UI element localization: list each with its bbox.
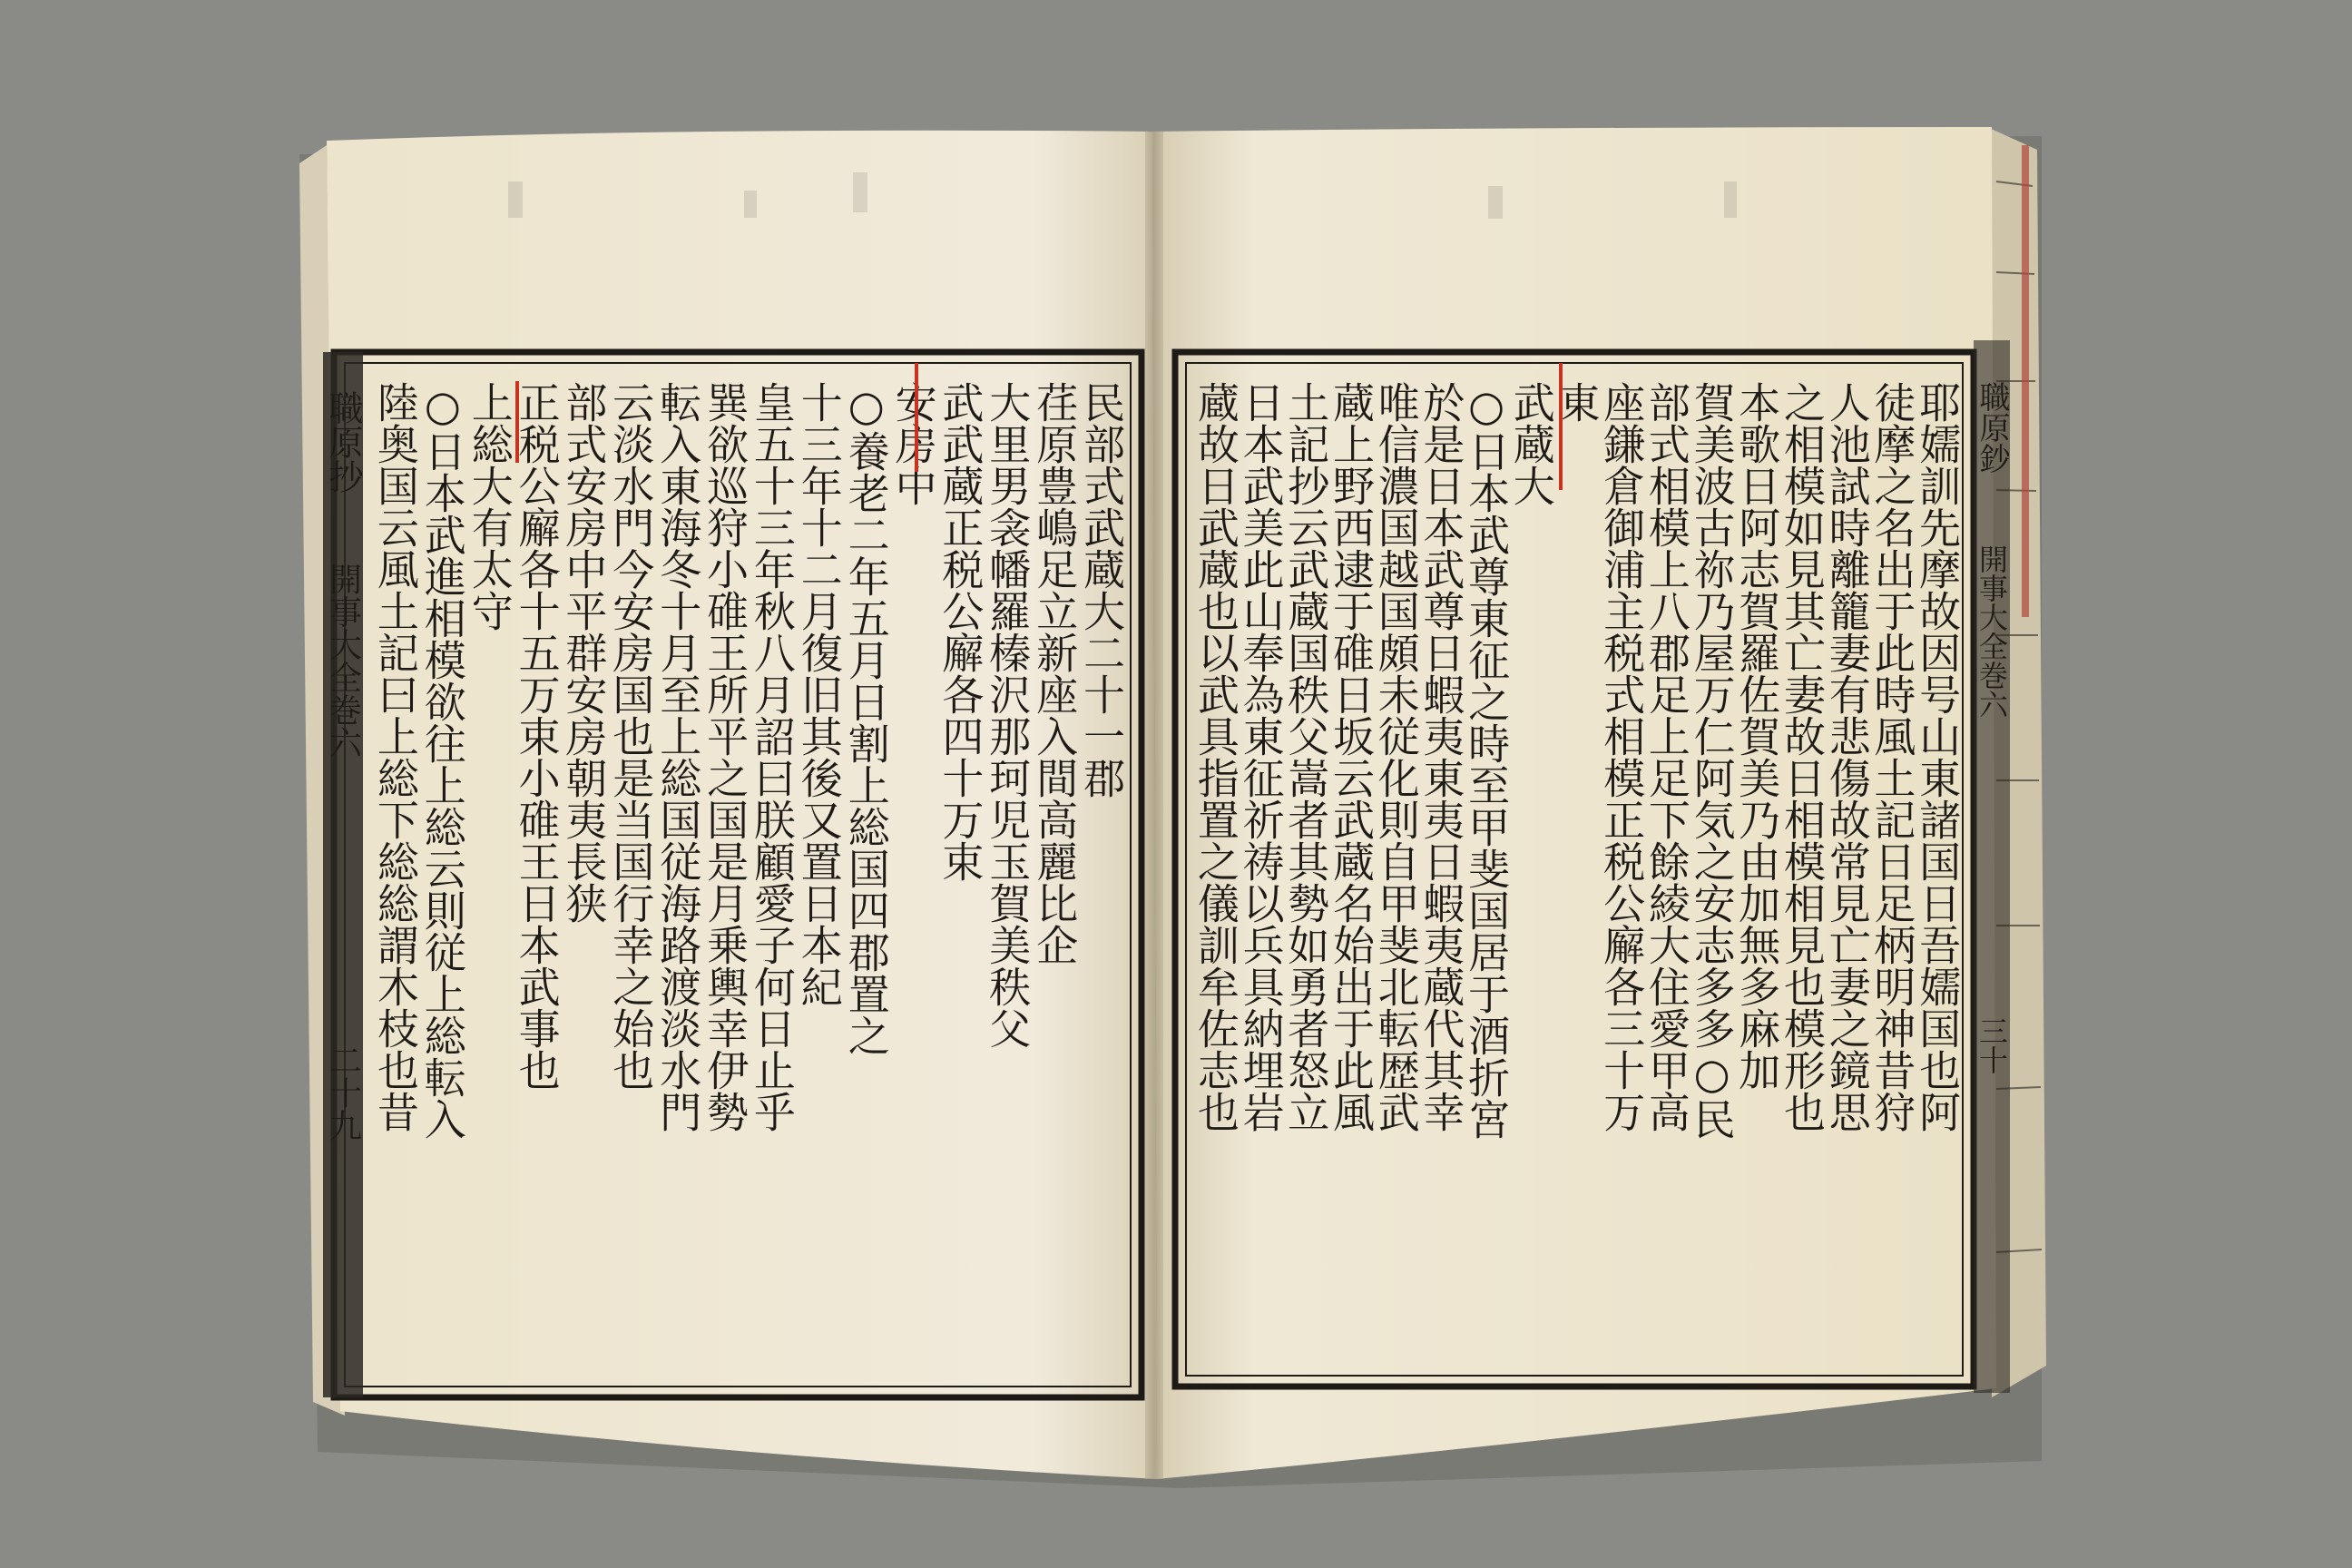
left_page-column-5: 安房中 [888,381,938,506]
right_page-column-5: 本歌日阿志賀羅佐賀美乃由加無多麻加 [1732,381,1782,1091]
right_page-column-16: 日本武美此山奉為東征祈祷以兵具納埋岩 [1236,381,1286,1132]
right_page-column-4: 之相模如見其亡妻故日相模相見也模形也 [1778,381,1827,1132]
right_page-column-14: 蔵上野西逮于碓日坂云武蔵名始出于此風 [1327,381,1376,1132]
right_page-column-1: 耶嬬訓先摩故因号山東諸国日吾嬬国也阿 [1913,381,1963,1132]
right_page-column-7: 部式相模上八郡足上足下餘綾大住愛甲高 [1642,381,1691,1132]
left_page-column-4: 武武蔵正税公廨各四十万束 [936,381,985,882]
right_page-column-6: 賀美波古祢乃屋万仁阿気之安志多多○民 [1687,381,1737,1140]
left_page-column-10: 転入東海冬十月至上総国従海路渡淡水門 [653,381,703,1132]
right-hashira-band [1974,340,2010,1393]
left_page-column-2: 荏原豊嶋足立新座入間高麗比企 [1030,381,1080,965]
left_page-column-12: 部式安房中平群安房朝夷長狭 [559,381,609,924]
right_page-column-17: 蔵故日武蔵也以武具指置之儀訓牟佐志也 [1191,381,1240,1132]
right_page-column-2: 徒摩之名出于此時風土記日足柄明神昔狩 [1867,381,1917,1132]
left_page-column-3: 大里男衾幡羅榛沢那珂児玉賀美秩父 [983,381,1033,1049]
left_page-column-15: ○日本武進相模欲往上総云則従上総転入 [417,381,467,1140]
right-folio: 三十 [1975,1016,2009,1074]
right_page-column-3: 人池試時離籠妻有悲傷故常見亡妻之鏡思 [1822,381,1872,1132]
right_page-column-11: ○日本武尊東征之時至甲斐国居于酒折宮 [1462,381,1512,1140]
left-edge-subtitle: 開事大全巻六 [324,563,362,759]
left_page-column-9: 巽欲巡狩小碓王所平之国是月乗輿幸伊勢 [701,381,750,1132]
right_page-column-10: 武蔵大 [1506,381,1556,506]
right_page-column-13: 唯信濃国越国頗未従化則自甲斐北転歴武 [1371,381,1421,1132]
right-stack-red-edge [2022,145,2029,617]
right_page-column-15: 土記抄云武蔵国秩父嵩者其勢如勇者怒立 [1281,381,1331,1132]
left_page-column-1: 民部式武蔵大二十一郡 [1077,381,1127,799]
left_page-column-14: 上総大有太守 [465,381,514,632]
left-hashira-band [323,352,363,1397]
left-folio: 二十九 [324,1044,362,1142]
left_page-column-6: ○養老二年五月日割上総国四郡置之 [841,381,891,1056]
right-edge-subtitle: 開事大全巻六 [1975,544,2009,719]
spine-gutter [1145,132,1163,1479]
left_page-column-13: 正税公廨各十五万束小碓王日本武事也 [512,381,562,1091]
left_page-column-7: 十三年十二月復旧其後又置日本紀 [794,381,844,1007]
left_page-column-16: 陸奥国云風土記曰上総下総総謂木枝也昔 [370,381,420,1132]
left_page-column-11: 云淡水門今安房国也是当国行幸之始也 [606,381,656,1091]
right_page-column-12: 於是日本武尊日蝦夷東夷日蝦夷蔵代其幸 [1416,381,1466,1132]
left_page-column-8: 皇五十三年秋八月詔曰朕顧愛子何日止乎 [747,381,797,1132]
right_page-column-9: 東 [1552,381,1602,423]
right_page-column-8: 座鎌倉御浦主税式相模正税公廨各三十万 [1597,381,1647,1132]
left-edge-title: 職原抄 [323,390,363,494]
right-edge-title: 職原鈔 [1974,381,2010,474]
